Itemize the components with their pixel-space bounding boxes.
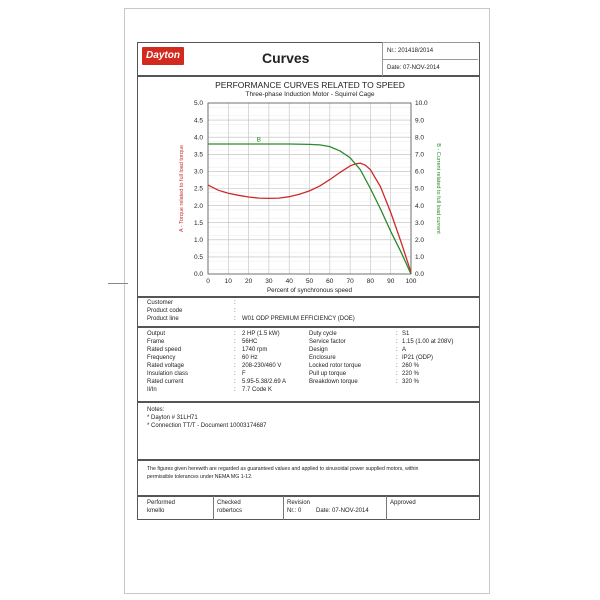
margin-mark [108, 283, 128, 284]
spec-value: 260 % [402, 363, 420, 369]
spec-label: Insulation class [147, 371, 189, 377]
performed-label: Performed [147, 500, 176, 506]
spec-value: 1.15 (1.00 at 208V) [402, 339, 454, 345]
y-tick-label-right: 10.0 [415, 100, 428, 108]
product-line-label: Product line [147, 316, 179, 322]
spec-label: Locked rotor torque [309, 363, 362, 369]
x-tick-label: 80 [366, 278, 375, 285]
y-tick-label-left: 4.5 [193, 117, 203, 125]
spec-label: Service factor [309, 339, 346, 345]
dayton-logo: Dayton [142, 47, 184, 65]
spec-label: Frame [147, 339, 165, 345]
y-axis-label-right: B - Current related to full load current [435, 143, 441, 234]
spec-value: 56HC [242, 339, 258, 345]
revision-label: Revision [287, 500, 311, 506]
spec-label: Pull up torque [309, 371, 347, 377]
y-tick-label-right: 0.0 [415, 271, 425, 279]
header-row-divider [382, 59, 478, 60]
spec-value: 320 % [402, 379, 420, 385]
x-tick-label: 40 [285, 278, 293, 285]
revision-number: Nr.: 0 [287, 508, 302, 514]
checked-value: robertocs [217, 508, 243, 514]
spec-label: Breakdown torque [309, 379, 358, 385]
spec-label: Enclosure [309, 355, 336, 361]
spec-value: 60 Hz [242, 355, 258, 361]
spec-label: Rated speed [147, 347, 182, 353]
y-tick-label-right: 8.0 [415, 134, 425, 142]
spec-value: A [402, 347, 407, 353]
chart-subtitle: Three-phase Induction Motor - Squirrel Cage [245, 91, 375, 98]
x-tick-label: 0 [206, 278, 210, 285]
product-line-value: W01 ODP PREMIUM EFFICIENCY (DOE) [242, 316, 355, 322]
customer-label: Customer [147, 300, 174, 306]
series-label-B: B [256, 136, 261, 144]
y-tick-label-left: 0.0 [193, 271, 203, 279]
y-tick-label-left: 1.0 [193, 237, 203, 244]
x-tick-label: 50 [305, 278, 314, 285]
notes-heading: Notes: [147, 407, 165, 413]
y-tick-label-right: 5.0 [415, 185, 425, 193]
y-tick-label-left: 2.5 [193, 185, 203, 193]
x-axis-label: Percent of synchronous speed [266, 287, 353, 294]
spec-label: Output [147, 331, 166, 337]
spec-value: 220 % [402, 371, 420, 377]
spec-label: Il/In [147, 387, 157, 393]
spec-value: 2 HP (1.5 kW) [242, 331, 280, 337]
spec-value: IP21 (ODP) [402, 355, 434, 361]
performed-value: kmello [147, 508, 165, 514]
x-tick-label: 70 [346, 278, 354, 285]
document-date: Date: 07-NOV-2014 [387, 65, 440, 71]
spec-label: Rated voltage [147, 363, 185, 369]
spec-value: 7.7 Code K [242, 387, 273, 393]
spec-label: Duty cycle [309, 331, 337, 337]
x-tick-label: 100 [405, 278, 417, 285]
y-tick-label-left: 4.0 [193, 134, 203, 142]
spec-value: F [242, 371, 246, 377]
document-title: Curves [262, 50, 310, 66]
x-tick-label: 60 [326, 278, 334, 285]
x-tick-label: 20 [244, 278, 253, 285]
notes-box [137, 402, 480, 460]
notes-line: * Connection TT/T - Document 10003174687 [147, 423, 267, 429]
x-tick-label: 90 [387, 278, 395, 285]
y-tick-label-right: 1.0 [415, 254, 425, 262]
approved-label: Approved [390, 500, 416, 506]
spec-value: 1740 rpm [242, 347, 268, 353]
document-number: Nr.: 201418/2014 [387, 48, 434, 54]
y-tick-label-left: 3.0 [193, 168, 203, 176]
spec-value: S1 [402, 331, 410, 337]
notes-line: * Dayton # 31LH71 [147, 415, 198, 421]
y-tick-label-right: 7.0 [415, 151, 425, 159]
revision-date: Date: 07-NOV-2014 [316, 508, 369, 514]
performance-chart [140, 96, 480, 298]
checked-label: Checked [217, 500, 241, 506]
y-tick-label-left: 5.0 [193, 100, 203, 108]
chart-title: PERFORMANCE CURVES RELATED TO SPEED [215, 80, 405, 90]
spec-label: Design [309, 347, 328, 353]
spec-value: 5.95-5.38/2.69 A [242, 379, 287, 385]
y-tick-label-right: 2.0 [415, 237, 425, 244]
disclaimer-text: permissible tolerances under NEMA MG 1-12. [147, 474, 253, 480]
product-code-label: Product code [147, 308, 183, 314]
disclaimer-text: The figures given herewith are regarded as guaranteed values and applied to sinusoidal power supplied motors, within [147, 466, 419, 472]
y-tick-label-left: 0.5 [193, 254, 203, 262]
y-tick-label-right: 4.0 [415, 202, 425, 210]
y-tick-label-left: 1.5 [193, 219, 203, 227]
x-tick-label: 30 [265, 278, 273, 285]
y-tick-label-right: 3.0 [415, 219, 425, 227]
y-tick-label-right: 9.0 [415, 117, 425, 125]
y-tick-label-left: 2.0 [193, 202, 203, 210]
spec-label: Frequency [147, 355, 176, 361]
spec-label: Rated current [147, 379, 184, 385]
y-tick-label-right: 6.0 [415, 168, 425, 176]
y-axis-label-left: A - Torque related to full load torque [179, 144, 185, 233]
spec-value: 208-230/460 V [242, 363, 282, 369]
y-tick-label-left: 3.5 [193, 151, 203, 159]
x-tick-label: 10 [224, 278, 232, 285]
